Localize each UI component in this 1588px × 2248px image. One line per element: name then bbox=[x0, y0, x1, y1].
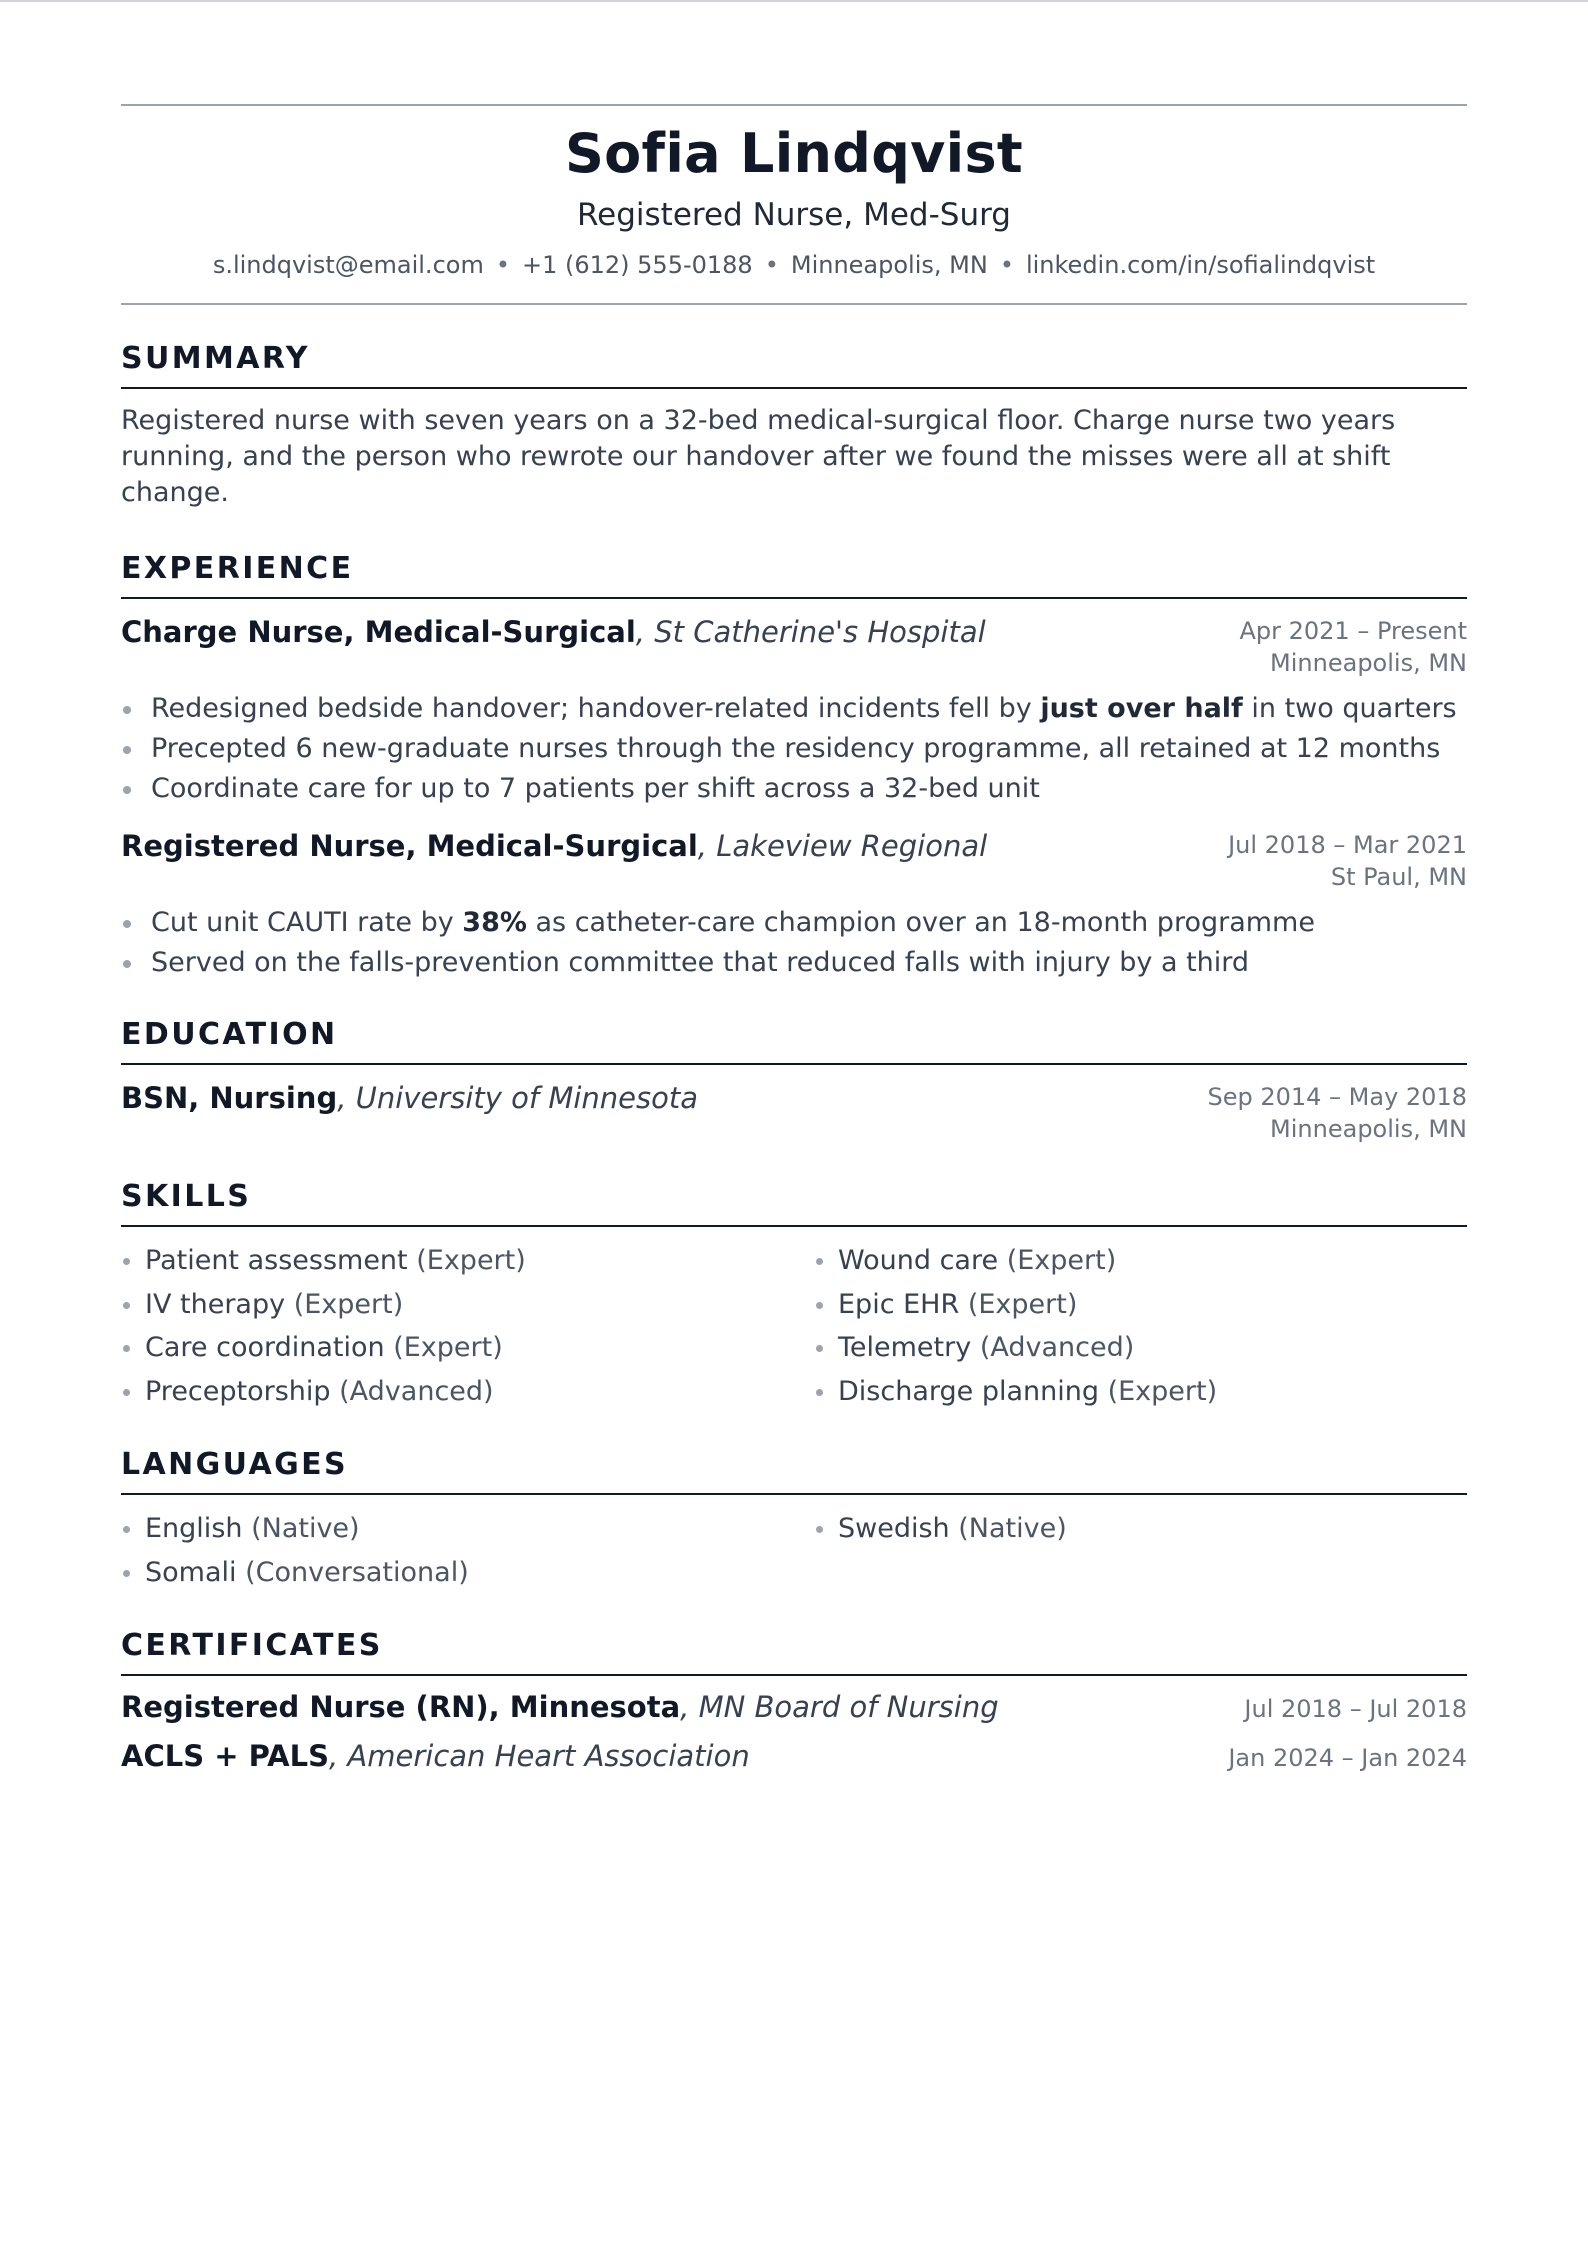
section-heading: SKILLS bbox=[121, 1179, 1467, 1227]
contact-separator: • bbox=[495, 251, 510, 279]
highlight-text: just over half bbox=[1040, 693, 1243, 724]
certificate-issuer: MN Board of Nursing bbox=[698, 1690, 999, 1724]
list-item: Precepted 6 new-graduate nurses through the residency programme, all retained at 12 months bbox=[121, 729, 1467, 769]
summary-text: Registered nurse with seven years on a 32-bed medical-surgical floor. Charge nurse two years running, and the person who rewrote our handover after we found the misses were all at shift change. bbox=[121, 405, 1396, 508]
skill-item: Telemetry (Advanced) bbox=[814, 1326, 1467, 1370]
job-dates: Apr 2021 – Present bbox=[1239, 617, 1467, 645]
education-location: Minneapolis, MN bbox=[1270, 1115, 1467, 1143]
education-section bbox=[121, 1017, 1467, 1145]
skill-item: Discharge planning (Expert) bbox=[814, 1370, 1467, 1414]
contact-line bbox=[121, 250, 1467, 280]
job-entry: Registered Nurse, Medical-Surgical, Lakeview Regional Jul 2018 – Mar 2021 St Paul, MN Cut unit CAUTI rate by 38% as catheter-care champion over an 18-month programme Served on the falls-prevention committee that reduced falls with injury by a third bbox=[121, 829, 1467, 983]
contact-separator: • bbox=[999, 251, 1014, 279]
list-item: Cut unit CAUTI rate by 38% as catheter-care champion over an 18-month programme bbox=[121, 903, 1467, 943]
section-heading: LANGUAGES bbox=[121, 1447, 1467, 1495]
certificate-name: Registered Nurse (RN), Minnesota bbox=[121, 1690, 681, 1724]
job-organization: Lakeview Regional bbox=[716, 829, 988, 863]
certificate-dates: Jan 2024 – Jan 2024 bbox=[1228, 1744, 1467, 1772]
section-heading: SUMMARY bbox=[121, 341, 1467, 389]
degree: BSN, Nursing bbox=[121, 1081, 338, 1115]
job-location: Minneapolis, MN bbox=[1270, 649, 1467, 677]
language-item: Swedish (Native) bbox=[814, 1507, 1467, 1551]
certificate-name: ACLS + PALS bbox=[121, 1739, 329, 1773]
highlight-text: 38% bbox=[462, 907, 527, 938]
skills-column-right bbox=[814, 1239, 1467, 1413]
job-role: Registered Nurse, Medical-Surgical bbox=[121, 829, 698, 863]
contact-separator: • bbox=[764, 251, 779, 279]
skills-column-left bbox=[121, 1239, 814, 1413]
skill-item: Wound care (Expert) bbox=[814, 1239, 1467, 1283]
education-entry: BSN, Nursing, University of Minnesota Sep 2014 – May 2018 Minneapolis, MN bbox=[121, 1081, 1467, 1143]
skills-grid bbox=[121, 1239, 1467, 1413]
job-bullets bbox=[121, 689, 1467, 809]
candidate-name: Sofia Lindqvist bbox=[564, 122, 1024, 185]
header-top-rule bbox=[121, 104, 1467, 106]
section-heading: EXPERIENCE bbox=[121, 551, 1467, 599]
skill-item: Patient assessment (Expert) bbox=[121, 1239, 814, 1283]
certificate-issuer: American Heart Association bbox=[347, 1739, 750, 1773]
certificate-entry: ACLS + PALS, American Heart Association Jan 2024 – Jan 2024 bbox=[121, 1739, 1467, 1773]
experience-section bbox=[121, 551, 1467, 983]
languages-grid bbox=[121, 1507, 1467, 1594]
job-role: Charge Nurse, Medical-Surgical bbox=[121, 615, 636, 649]
resume-header bbox=[121, 124, 1467, 280]
skill-item: IV therapy (Expert) bbox=[121, 1283, 814, 1327]
certificates-section bbox=[121, 1628, 1467, 1774]
list-item: Redesigned bedside handover; handover-related incidents fell by just over half in two quarters bbox=[121, 689, 1467, 729]
skill-item: Epic EHR (Expert) bbox=[814, 1283, 1467, 1327]
resume-page bbox=[121, 0, 1467, 1774]
candidate-title: Registered Nurse, Med-Surg bbox=[577, 197, 1011, 233]
skill-item: Preceptorship (Advanced) bbox=[121, 1370, 814, 1414]
education-dates: Sep 2014 – May 2018 bbox=[1207, 1083, 1467, 1111]
summary-section bbox=[121, 341, 1467, 511]
section-heading: CERTIFICATES bbox=[121, 1628, 1467, 1676]
language-item: Somali (Conversational) bbox=[121, 1551, 814, 1595]
list-item: Served on the falls-prevention committee that reduced falls with injury by a third bbox=[121, 943, 1467, 983]
contact-location: Minneapolis, MN bbox=[790, 251, 988, 279]
contact-email: s.lindqvist@email.com bbox=[212, 251, 484, 279]
skill-item: Care coordination (Expert) bbox=[121, 1326, 814, 1370]
job-dates: Jul 2018 – Mar 2021 bbox=[1228, 831, 1467, 859]
certificate-dates: Jul 2018 – Jul 2018 bbox=[1244, 1695, 1467, 1723]
certificate-entry: Registered Nurse (RN), Minnesota, MN Board of Nursing Jul 2018 – Jul 2018 bbox=[121, 1690, 1467, 1724]
school: University of Minnesota bbox=[355, 1081, 698, 1115]
contact-linkedin: linkedin.com/in/sofialindqvist bbox=[1025, 251, 1376, 279]
languages-column-right bbox=[814, 1507, 1467, 1594]
section-heading: EDUCATION bbox=[121, 1017, 1467, 1065]
contact-phone: +1 (612) 555-0188 bbox=[521, 251, 753, 279]
job-bullets bbox=[121, 903, 1467, 983]
job-location: St Paul, MN bbox=[1330, 863, 1467, 891]
language-item: English (Native) bbox=[121, 1507, 814, 1551]
job-organization: St Catherine's Hospital bbox=[654, 615, 986, 649]
languages-column-left bbox=[121, 1507, 814, 1594]
job-entry: Charge Nurse, Medical-Surgical, St Catherine's Hospital Apr 2021 – Present Minneapolis, MN Redesigned bedside handover; handover-related incidents fell by just over half in two quarters Precepted 6 new-graduate nurses through the residency programme, all retained at 12 months Coordinate care for up to 7 patients per shift across a 32-bed unit bbox=[121, 615, 1467, 809]
list-item: Coordinate care for up to 7 patients per shift across a 32-bed unit bbox=[121, 769, 1467, 809]
skills-section bbox=[121, 1179, 1467, 1413]
header-bottom-rule bbox=[121, 303, 1467, 305]
languages-section bbox=[121, 1447, 1467, 1594]
